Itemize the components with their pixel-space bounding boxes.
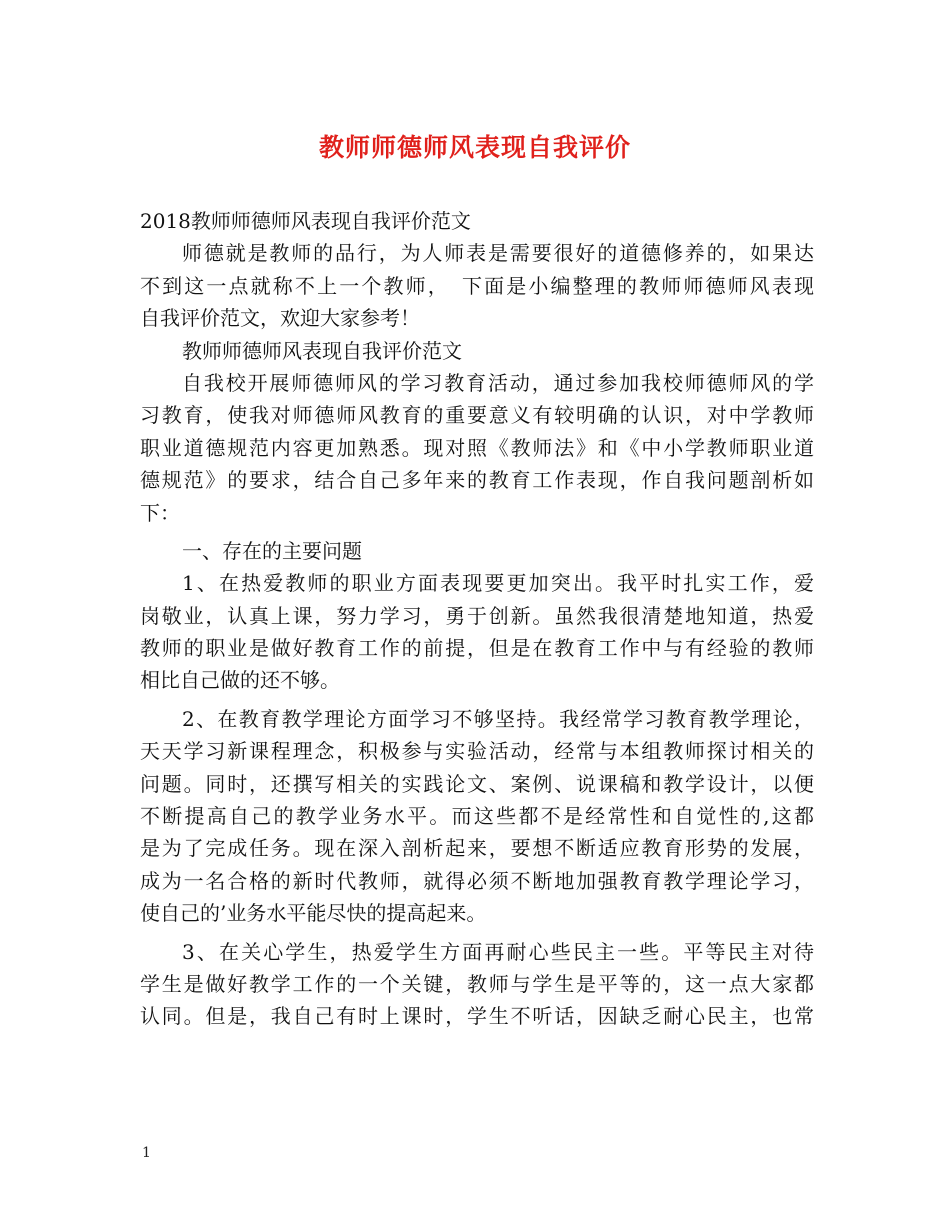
paragraph-line: 天天学习新课程理念，积极参与实验活动，经常与本组教师探讨相关的 bbox=[140, 739, 814, 764]
paragraph-line: 认同。但是，我自己有时上课时，学生不听话，因缺乏耐心民主，也常 bbox=[140, 1004, 814, 1029]
paragraph-line: 自我校开展师德师风的学习教育活动，通过参加我校师德师风的学 bbox=[182, 370, 814, 395]
paragraph-line: 问题。同时，还撰写相关的实践论文、案例、说课稿和教学设计，以便 bbox=[140, 771, 814, 796]
paragraph-line: 师德就是教师的品行，为人师表是需要很好的道德修养的，如果达 bbox=[182, 241, 814, 266]
paragraph-line: 2、在教育教学理论方面学习不够坚持。我经常学习教育教学理论， bbox=[182, 706, 814, 731]
paragraph-line: 是为了完成任务。现在深入剖析起来，要想不断适应教育形势的发展， bbox=[140, 836, 814, 861]
paragraph-line: 不断提高自己的教学业务水平。而这些都不是经常性和自觉性的,这都 bbox=[140, 804, 814, 829]
paragraph-line: 相比自己做的还不够。 bbox=[140, 668, 340, 693]
document-body bbox=[140, 205, 814, 1033]
paragraph-line: 下： bbox=[140, 500, 180, 525]
section-heading: 一、存在的主要问题 bbox=[182, 538, 362, 563]
paragraph-line: 职业道德规范内容更加熟悉。现对照《教师法》和《中小学教师职业道 bbox=[140, 435, 814, 460]
paragraph-line: 自我评价范文，欢迎大家参考！ bbox=[140, 306, 420, 331]
paragraph-line: 学生是做好教学工作的一个关键，教师与学生是平等的，这一点大家都 bbox=[140, 971, 814, 996]
paragraph-line: 使自己的’业务水平能尽快的提高起来。 bbox=[140, 901, 487, 926]
paragraph-line: 成为一名合格的新时代教师，就得必须不断地加强教育教学理论学习， bbox=[140, 868, 814, 893]
page-number: 1 bbox=[142, 1145, 151, 1161]
paragraph-line: 教师的职业是做好教育工作的前提，但是在教育工作中与有经验的教师 bbox=[140, 636, 814, 661]
paragraph-line: 不到这一点就称不上一个教师， 下面是小编整理的教师师德师风表现 bbox=[140, 273, 814, 298]
paragraph-line: 3、在关心学生，热爱学生方面再耐心些民主一些。平等民主对待 bbox=[182, 939, 814, 964]
paragraph-line: 1、在热爱教师的职业方面表现要更加突出。我平时扎实工作，爱 bbox=[182, 571, 814, 596]
paragraph-line: 德规范》的要求，结合自己多年来的教育工作表现，作自我问题剖析如 bbox=[140, 468, 814, 493]
document-subtitle: 2018教师师德师风表现自我评价范文 bbox=[140, 209, 471, 233]
document-title: 教师师德师风表现自我评价 bbox=[318, 133, 631, 162]
paragraph-line: 习教育，使我对师德师风教育的重要意义有较明确的认识，对中学教师 bbox=[140, 403, 814, 428]
paragraph-line: 岗敬业，认真上课，努力学习，勇于创新。虽然我很清楚地知道，热爱 bbox=[140, 603, 814, 628]
section-heading: 教师师德师风表现自我评价范文 bbox=[182, 338, 462, 363]
